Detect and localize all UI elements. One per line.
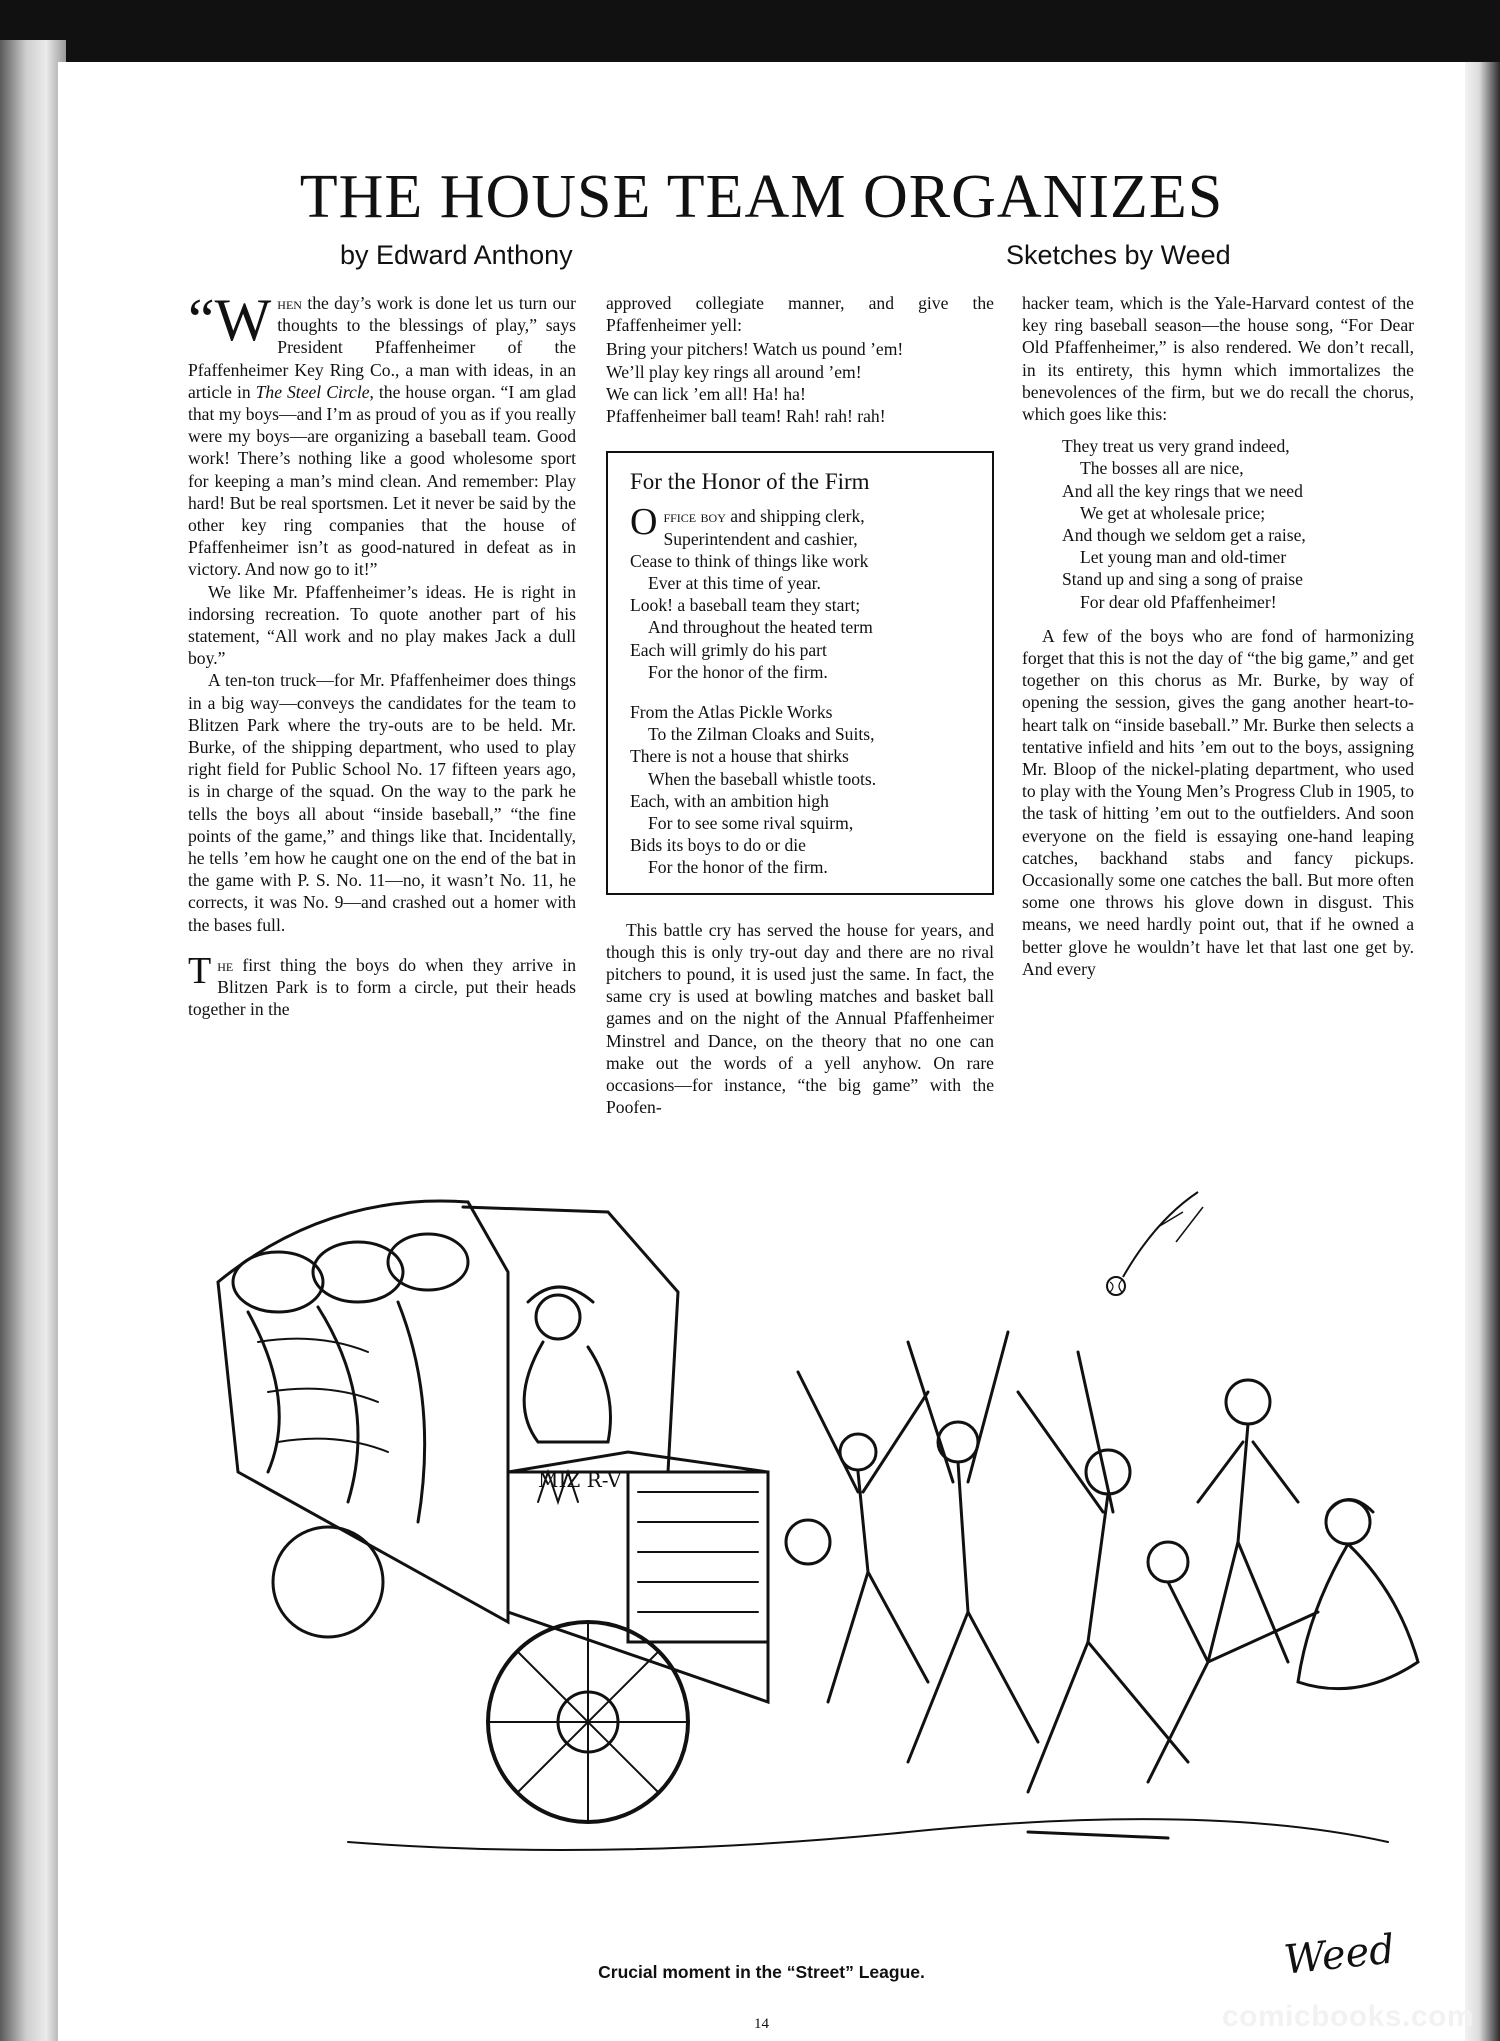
truck-lettering: MIZ R-V <box>538 1468 622 1492</box>
page-edge <box>1465 62 1500 2041</box>
article-title: THE HOUSE TEAM ORGANIZES <box>299 163 1224 231</box>
paragraph-4: The first thing the boys do when they arrive in Blitzen Park is to form a circle, put their heads together in the <box>188 949 576 1020</box>
magazine-page <box>58 62 1465 2041</box>
song-line: The bosses all are nice, <box>1080 458 1244 479</box>
song-line: Let young man and old-timer <box>1080 547 1287 568</box>
poem-box <box>606 451 994 894</box>
book-spine <box>0 40 66 2041</box>
street-league-illustration <box>208 1142 1468 1922</box>
poem-line: For the honor of the firm. <box>648 661 828 682</box>
yell-line: Pfaffenheimer ball team! Rah! rah! rah! <box>606 406 886 427</box>
poem-line: For to see some rival squirm, <box>648 813 854 834</box>
artist-signature: Weed <box>1281 1926 1397 1984</box>
poem-line: There is not a house that shirks <box>630 746 849 767</box>
watermark-text: comicbooks.com <box>1222 2000 1475 2033</box>
team-yell <box>606 338 994 427</box>
paragraph-yell-intro: approved collegiate manner, and give the Pfaffenheimer yell: <box>606 293 994 336</box>
poem-line: Each, with an ambition high <box>630 790 829 811</box>
sketch-credit: Sketches by Weed <box>1006 240 1231 270</box>
author-byline: by Edward Anthony <box>340 240 573 270</box>
poem-line: Look! a baseball team they start; <box>630 595 861 616</box>
poem-line: And throughout the heated term <box>648 617 873 638</box>
illustration-caption: Crucial moment in the “Street” League. <box>598 1962 925 1982</box>
drop-cap: “W <box>188 287 272 353</box>
page-number: 14 <box>754 2016 769 2032</box>
song-line: We get at wholesale price; <box>1080 502 1266 523</box>
paragraph-battle-cry: This battle cry has served the house for years, and though this is only try-out day and there are no rival pitchers to pound, it is used just the same. In fact, the same cry is used at bowling matches and basket ball games and on the night of the Annual Pfaffenheimer Minstrel and Dance, on the theory that no one can make out the words of a yell anyhow. On rare occasions—for instance, “the big game” with the Poofen- <box>606 919 994 1118</box>
poem-line: From the Atlas Pickle Works <box>630 702 833 723</box>
poem-line: Bids its boys to do or die <box>630 835 806 856</box>
publication-name: The Steel Circle <box>255 381 370 402</box>
poem-line: For the honor of the firm. <box>648 857 828 878</box>
song-line: They treat us very grand indeed, <box>1062 436 1290 457</box>
song-line: And all the key rings that we need <box>1062 480 1303 501</box>
paragraph-house-song: hacker team, which is the Yale-Harvard contest of the key ring baseball season—the house song, “For Dear Old Pfaffenheimer,” is also rendered. We don’t recall, in its entirety, this hymn which immortalizes the benevolences of the firm, but we do recall the chorus, which goes like this: <box>1022 293 1414 425</box>
song-line: And though we seldom get a raise, <box>1062 525 1306 546</box>
poem-line: Office boy and shipping clerk, <box>630 501 865 544</box>
poem-line: When the baseball whistle toots. <box>648 768 877 789</box>
poem-line: Superintendent and cashier, <box>663 528 858 549</box>
song-line: For dear old Pfaffenheimer! <box>1080 591 1277 612</box>
poem-stanza-1 <box>630 501 974 683</box>
poem-line: Each will grimly do his part <box>630 639 827 660</box>
paragraph-3: A ten-ton truck—for Mr. Pfaffenheimer does things in a big way—conveys the candidates for the team to Blitzen Park where the try-outs are to be held. Mr. Burke, of the shipping department, who used to play right field for Public School No. 17 fifteen years ago, is in charge of the squad. On the way to the park he tells the boys all about “inside baseball,” “the fine points of the game,” and things like that. Incidentally, he tells ’em how he caught one on the end of the bat in the game with P. S. No. 11—no, it wasn’t No. 11, he corrects, it was No. 9—and crashed out a homer with the bases full. <box>188 670 576 935</box>
song-line: Stand up and sing a song of praise <box>1062 569 1303 590</box>
paragraph-1: “W hen the day’s work is done let us turn our thoughts to the blessings of play,” says President Pfaffenheimer of the Pfaffenheimer Key Ring Co., a man with ideas, in an article in The Steel Circle, the house organ. “I am glad that my boys—and I’m as proud of you as if you really were my boys—are organizing a baseball team. Good work! There’s nothing like a good wholesome sport for keeping a man’s mind clean. And remember: Play hard! But be real sportsmen. Let it never be said by the other key ring companies that the house of Pfaffenheimer isn’t as good-natured in defeat as in victory. And now go to it!” <box>188 287 576 580</box>
article-column-2 <box>606 292 994 1119</box>
poem-line: Ever at this time of year. <box>648 573 821 594</box>
paragraph-practice: A few of the boys who are fond of harmonizing forget that this is not the day of “the big game,” and get together on this chorus as Mr. Burke, by way of opening the session, gives the gang another heart-to-heart talk on “inside baseball.” Mr. Burke then selects a tentative infield and hits ’em out to the boys, assigning Mr. Bloop of the nickel-plating department, who used to play with the Young Men’s Progress Club in 1905, to the task of hitting ’em out to the outfielders. And soon everyone on the field is essaying one-hand leaping catches, backhand stabs and fancy pickups. Occasionally some one catches the ball. But more often some one throws his glove down in disgust. This means, we need hardly point out, that if he owned a better glove he wouldn’t have let that last one get by. And every <box>1022 625 1414 979</box>
paragraph-2: We like Mr. Pfaffenheimer’s ideas. He is right in indorsing recreation. To quote another part of his statement, “All work and no play makes Jack a dull boy.” <box>188 581 576 669</box>
drop-cap: T <box>188 949 212 992</box>
song-chorus <box>1062 435 1414 613</box>
poem-line: To the Zilman Cloaks and Suits, <box>648 724 875 745</box>
poem-stanza-2 <box>630 701 974 879</box>
article-column-3 <box>1022 292 1414 980</box>
poem-title: For the Honor of the Firm <box>630 469 870 495</box>
yell-line: We’ll play key rings all around ’em! <box>606 361 862 382</box>
poem-line: Cease to think of things like work <box>630 550 869 571</box>
yell-line: Bring your pitchers! Watch us pound ’em! <box>606 339 904 360</box>
yell-line: We can lick ’em all! Ha! ha! <box>606 383 806 404</box>
article-column-1 <box>188 287 576 1021</box>
